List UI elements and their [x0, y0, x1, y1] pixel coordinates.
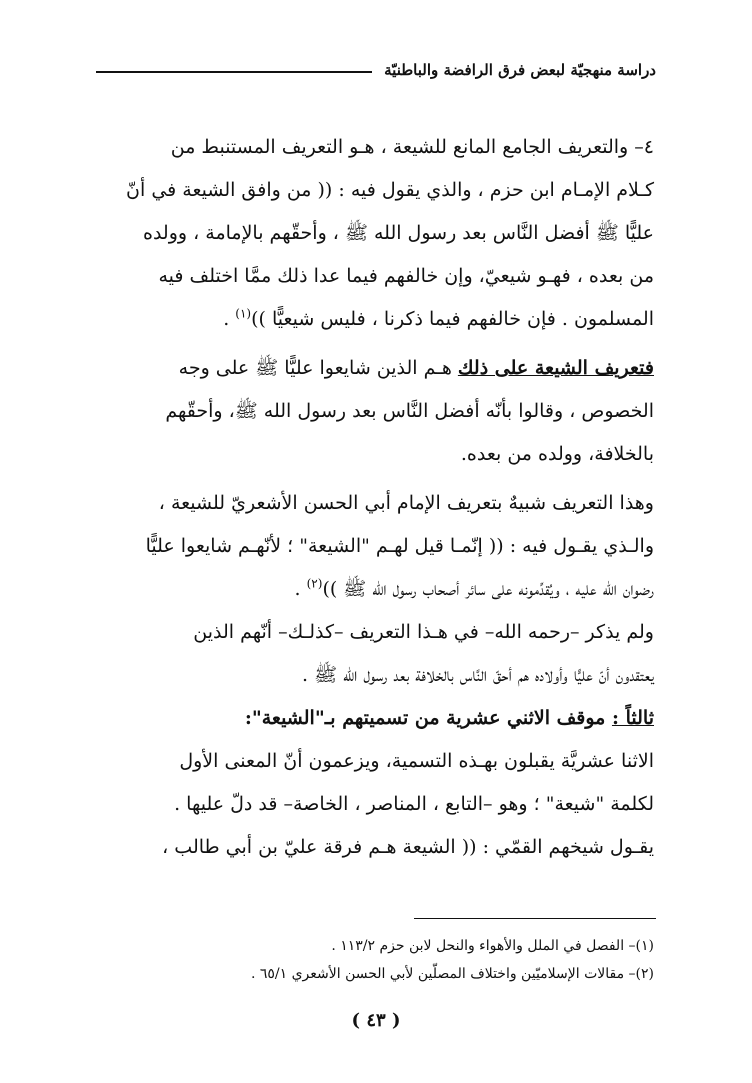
body-line — [40, 347, 654, 390]
body-line: كـلام الإمـام ابن حزم ، والذي يقول فيه : (( من وافق الشيعة في أنّ — [126, 179, 654, 201]
body-line: عليًّا ﷺ أفضل النَّاس بعد رسول الله ﷺ ، وأحقّهم بالإمامة ، وولده — [142, 222, 654, 244]
footnote: (٢)– مقالات الإسلاميّين واختلاف المصلّين لأبي الحسن الأشعري ٦٥/١ . — [250, 966, 654, 982]
footnote-ref[interactable]: (١) — [235, 306, 252, 321]
footnote-separator — [414, 918, 656, 919]
body-line: ولم يذكر –رحمه الله– في هـذا التعريف –كذلـك– أنّهم الذين — [193, 621, 654, 643]
body-line: الاثنا عشريَّة يقبلون بهـذه التسمية، ويزعمون أنّ المعنى الأول — [179, 750, 654, 772]
quote-text: المسلمون . فإن خالفهم فيما ذكرنا ، فليس شيعيًّا )) — [251, 308, 654, 330]
page-number: ( ٤٣ ) — [351, 1010, 401, 1031]
body-text — [40, 126, 654, 869]
running-header — [96, 58, 656, 82]
quote-text: رضوان الله عليه ، ويُقدِّمونه على سائر أصحاب رسول الله ﷺ )) — [322, 578, 654, 600]
body-line: بالخلافة، وولده من بعده. — [460, 443, 654, 465]
period: . — [294, 578, 307, 600]
footnote-ref[interactable]: (٢) — [306, 576, 323, 591]
header-rule — [96, 71, 372, 73]
footnotes — [94, 932, 654, 988]
body-line: يعتقدون أنّ عليًّا وأولاده هم أحقّ النَّاس بالخلافة بعد رسول الله ﷺ . — [302, 664, 654, 686]
header-title: دراسة منهجيّة لبعض فرق الرافضة والباطنيّة — [384, 61, 656, 79]
footnote: (١)– الفصل في الملل والأهواء والنحل لابن حزم ١١٣/٢ . — [331, 938, 654, 954]
definition-label: فتعريف الشيعة على ذلك — [457, 357, 654, 379]
body-line: يقـول شيخهم القمّي : (( الشيعة هـم فرقة عليّ بن أبي طالب ، — [162, 836, 654, 858]
body-line — [40, 568, 654, 611]
body-line: لكلمة "شيعة" ؛ وهو –التابع ، المناصر ، الخاصة– قد دلّ عليها . — [174, 793, 654, 815]
definition-text: هـم الذين شايعوا عليًّا ﷺ على وجه — [178, 357, 458, 379]
body-line: والـذي يقـول فيه : (( إنّمـا قيل لهـم "الشيعة" ؛ لأنّهـم شايعوا عليًّا — [145, 535, 654, 557]
section-heading-text: موقف الاثني عشرية من تسميتهم بـ"الشيعة": — [244, 707, 612, 729]
body-line: من بعده ، فهـو شيعيّ، وإن خالفهم فيما عدا ذلك ممَّا اختلف فيه — [158, 265, 654, 287]
body-line — [40, 298, 654, 341]
body-line: وهذا التعريف شبيهٌ بتعريف الإمام أبي الحسن الأشعريّ للشيعة ، — [158, 492, 654, 514]
period: . — [223, 308, 236, 330]
body-line: ٤– والتعريف الجامع المانع للشيعة ، هـو التعريف المستنبط من — [170, 136, 654, 158]
body-line: الخصوص ، وقالوا بأنّه أفضل النَّاس بعد رسول الله ﷺ، وأحقّهم — [165, 400, 654, 422]
section-heading — [40, 697, 654, 740]
section-heading-label: ثالثاً : — [611, 707, 654, 729]
